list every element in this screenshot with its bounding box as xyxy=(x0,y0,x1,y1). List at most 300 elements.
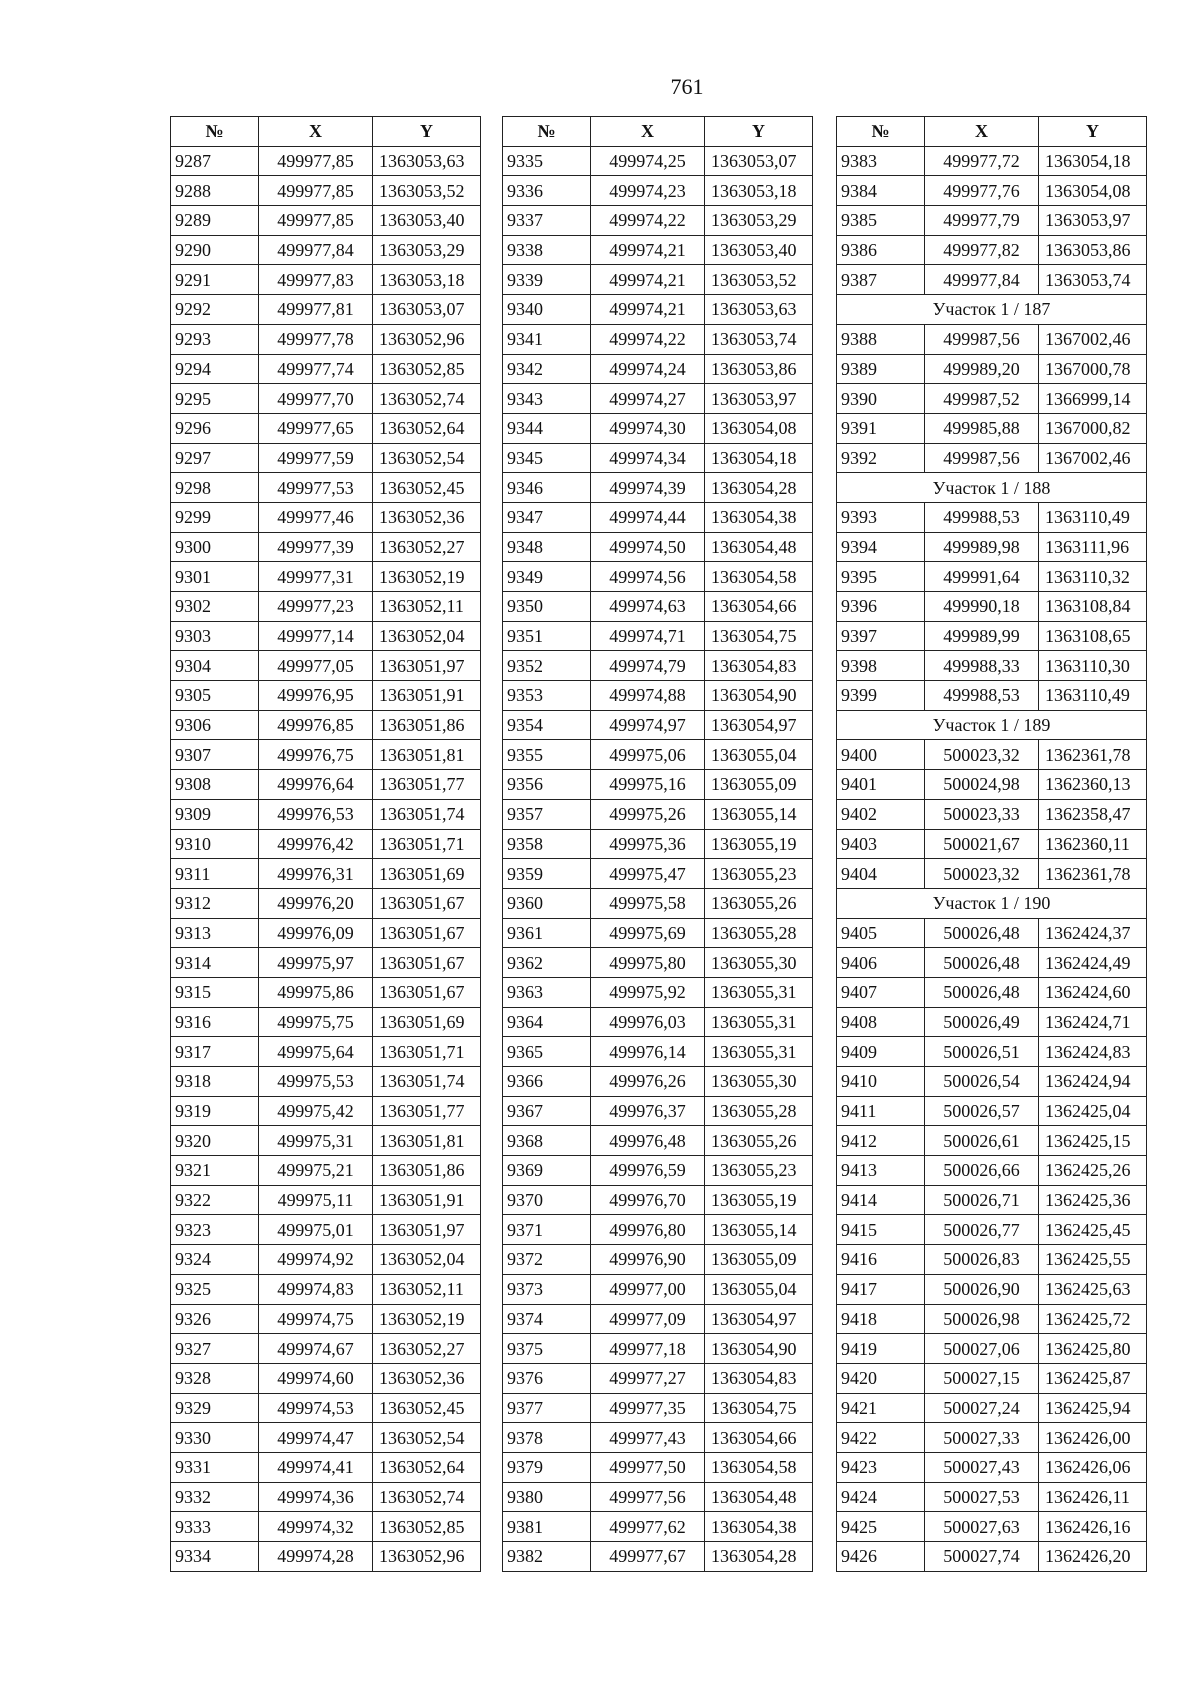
x-coordinate-cell: 499974,88 xyxy=(591,681,705,711)
x-coordinate-cell: 500026,77 xyxy=(925,1215,1039,1245)
table-row xyxy=(171,502,481,532)
y-coordinate-cell: 1363053,86 xyxy=(705,354,813,384)
table-row xyxy=(503,1304,813,1334)
y-coordinate-cell: 1363055,23 xyxy=(705,1156,813,1186)
y-coordinate-cell: 1363111,96 xyxy=(1039,532,1147,562)
table-row xyxy=(837,621,1147,651)
x-coordinate-cell: 499977,46 xyxy=(259,502,373,532)
x-coordinate-cell: 499974,92 xyxy=(259,1245,373,1275)
x-coordinate-cell: 499976,90 xyxy=(591,1245,705,1275)
point-number-cell: 9368 xyxy=(503,1126,591,1156)
point-number-cell: 9310 xyxy=(171,829,259,859)
x-coordinate-cell: 499974,25 xyxy=(591,146,705,176)
x-coordinate-cell: 500026,49 xyxy=(925,1007,1039,1037)
header-number: № xyxy=(171,117,259,147)
y-coordinate-cell: 1363054,83 xyxy=(705,1363,813,1393)
table-row xyxy=(837,1126,1147,1156)
y-coordinate-cell: 1362425,55 xyxy=(1039,1245,1147,1275)
table-row xyxy=(837,354,1147,384)
table-row xyxy=(837,1274,1147,1304)
y-coordinate-cell: 1362425,26 xyxy=(1039,1156,1147,1186)
table-row xyxy=(171,1304,481,1334)
x-coordinate-cell: 499974,39 xyxy=(591,473,705,503)
x-coordinate-cell: 500027,15 xyxy=(925,1363,1039,1393)
table-row xyxy=(171,977,481,1007)
header-x: X xyxy=(591,117,705,147)
y-coordinate-cell: 1362426,06 xyxy=(1039,1452,1147,1482)
y-coordinate-cell: 1363051,67 xyxy=(373,918,481,948)
table-row xyxy=(503,740,813,770)
x-coordinate-cell: 499976,09 xyxy=(259,918,373,948)
point-number-cell: 9289 xyxy=(171,206,259,236)
point-number-cell: 9423 xyxy=(837,1452,925,1482)
x-coordinate-cell: 499977,35 xyxy=(591,1393,705,1423)
x-coordinate-cell: 499976,42 xyxy=(259,829,373,859)
x-coordinate-cell: 499977,85 xyxy=(259,206,373,236)
x-coordinate-cell: 499976,48 xyxy=(591,1126,705,1156)
x-coordinate-cell: 499975,36 xyxy=(591,829,705,859)
y-coordinate-cell: 1362361,78 xyxy=(1039,740,1147,770)
table-row xyxy=(171,443,481,473)
table-row xyxy=(837,413,1147,443)
x-coordinate-cell: 499987,56 xyxy=(925,324,1039,354)
table-row xyxy=(503,918,813,948)
x-coordinate-cell: 499976,03 xyxy=(591,1007,705,1037)
table-row xyxy=(503,770,813,800)
y-coordinate-cell: 1363054,18 xyxy=(705,443,813,473)
point-number-cell: 9413 xyxy=(837,1156,925,1186)
x-coordinate-cell: 499977,72 xyxy=(925,146,1039,176)
y-coordinate-cell: 1363052,64 xyxy=(373,413,481,443)
x-coordinate-cell: 499977,79 xyxy=(925,206,1039,236)
x-coordinate-cell: 499974,67 xyxy=(259,1334,373,1364)
point-number-cell: 9294 xyxy=(171,354,259,384)
x-coordinate-cell: 499990,18 xyxy=(925,592,1039,622)
x-coordinate-cell: 499989,99 xyxy=(925,621,1039,651)
table-row xyxy=(171,651,481,681)
table-row xyxy=(837,443,1147,473)
point-number-cell: 9401 xyxy=(837,770,925,800)
x-coordinate-cell: 500027,33 xyxy=(925,1423,1039,1453)
x-coordinate-cell: 500026,57 xyxy=(925,1096,1039,1126)
point-number-cell: 9295 xyxy=(171,384,259,414)
table-row xyxy=(171,770,481,800)
y-coordinate-cell: 1363051,81 xyxy=(373,1126,481,1156)
y-coordinate-cell: 1363052,54 xyxy=(373,1423,481,1453)
table-row xyxy=(837,265,1147,295)
point-number-cell: 9387 xyxy=(837,265,925,295)
table-row xyxy=(503,1156,813,1186)
x-coordinate-cell: 499976,20 xyxy=(259,888,373,918)
table-row xyxy=(171,1482,481,1512)
table-header-row xyxy=(837,117,1147,147)
y-coordinate-cell: 1363051,67 xyxy=(373,948,481,978)
y-coordinate-cell: 1363053,52 xyxy=(373,176,481,206)
point-number-cell: 9308 xyxy=(171,770,259,800)
table-row xyxy=(171,592,481,622)
point-number-cell: 9333 xyxy=(171,1512,259,1542)
table-row xyxy=(503,1423,813,1453)
x-coordinate-cell: 499976,80 xyxy=(591,1215,705,1245)
y-coordinate-cell: 1363055,19 xyxy=(705,829,813,859)
point-number-cell: 9360 xyxy=(503,888,591,918)
y-coordinate-cell: 1363052,04 xyxy=(373,1245,481,1275)
point-number-cell: 9290 xyxy=(171,235,259,265)
table-row xyxy=(171,176,481,206)
x-coordinate-cell: 499974,32 xyxy=(259,1512,373,1542)
x-coordinate-cell: 500021,67 xyxy=(925,829,1039,859)
point-number-cell: 9296 xyxy=(171,413,259,443)
y-coordinate-cell: 1363053,74 xyxy=(1039,265,1147,295)
header-y: Y xyxy=(373,117,481,147)
x-coordinate-cell: 499977,05 xyxy=(259,651,373,681)
table-row xyxy=(503,948,813,978)
table-row xyxy=(171,473,481,503)
table-row xyxy=(171,562,481,592)
point-number-cell: 9335 xyxy=(503,146,591,176)
y-coordinate-cell: 1363051,71 xyxy=(373,1037,481,1067)
y-coordinate-cell: 1363054,90 xyxy=(705,681,813,711)
x-coordinate-cell: 499975,42 xyxy=(259,1096,373,1126)
table-row xyxy=(503,1512,813,1542)
table-row xyxy=(503,295,813,325)
y-coordinate-cell: 1363055,28 xyxy=(705,918,813,948)
y-coordinate-cell: 1363051,97 xyxy=(373,1215,481,1245)
table-row xyxy=(837,799,1147,829)
x-coordinate-cell: 499977,76 xyxy=(925,176,1039,206)
x-coordinate-cell: 499976,59 xyxy=(591,1156,705,1186)
table-row xyxy=(171,384,481,414)
x-coordinate-cell: 499974,24 xyxy=(591,354,705,384)
point-number-cell: 9293 xyxy=(171,324,259,354)
x-coordinate-cell: 499974,71 xyxy=(591,621,705,651)
y-coordinate-cell: 1363051,69 xyxy=(373,859,481,889)
table-row xyxy=(503,206,813,236)
y-coordinate-cell: 1363053,86 xyxy=(1039,235,1147,265)
point-number-cell: 9369 xyxy=(503,1156,591,1186)
x-coordinate-cell: 500027,43 xyxy=(925,1452,1039,1482)
table-row xyxy=(837,1334,1147,1364)
y-coordinate-cell: 1363108,65 xyxy=(1039,621,1147,651)
x-coordinate-cell: 500026,66 xyxy=(925,1156,1039,1186)
table-row xyxy=(837,206,1147,236)
y-coordinate-cell: 1363052,64 xyxy=(373,1452,481,1482)
table-row xyxy=(503,621,813,651)
point-number-cell: 9318 xyxy=(171,1067,259,1097)
table-row xyxy=(503,265,813,295)
point-number-cell: 9340 xyxy=(503,295,591,325)
point-number-cell: 9402 xyxy=(837,799,925,829)
y-coordinate-cell: 1363052,74 xyxy=(373,384,481,414)
table-row xyxy=(503,1482,813,1512)
x-coordinate-cell: 499974,21 xyxy=(591,235,705,265)
coordinates-table-2 xyxy=(502,116,813,1572)
x-coordinate-cell: 499977,70 xyxy=(259,384,373,414)
x-coordinate-cell: 499976,53 xyxy=(259,799,373,829)
point-number-cell: 9395 xyxy=(837,562,925,592)
point-number-cell: 9381 xyxy=(503,1512,591,1542)
y-coordinate-cell: 1363052,19 xyxy=(373,1304,481,1334)
y-coordinate-cell: 1363054,66 xyxy=(705,1423,813,1453)
y-coordinate-cell: 1363051,74 xyxy=(373,799,481,829)
x-coordinate-cell: 499974,83 xyxy=(259,1274,373,1304)
coordinates-table-1 xyxy=(170,116,481,1572)
table-row xyxy=(171,681,481,711)
y-coordinate-cell: 1363055,31 xyxy=(705,1037,813,1067)
table-row xyxy=(503,1067,813,1097)
table-row xyxy=(503,1185,813,1215)
y-coordinate-cell: 1363055,28 xyxy=(705,1096,813,1126)
table-row xyxy=(171,948,481,978)
table-row xyxy=(503,1274,813,1304)
x-coordinate-cell: 499977,59 xyxy=(259,443,373,473)
x-coordinate-cell: 499977,85 xyxy=(259,176,373,206)
x-coordinate-cell: 499975,53 xyxy=(259,1067,373,1097)
point-number-cell: 9411 xyxy=(837,1096,925,1126)
x-coordinate-cell: 499975,21 xyxy=(259,1156,373,1186)
section-label: Участок 1 / 187 xyxy=(837,295,1147,325)
table-row xyxy=(171,799,481,829)
y-coordinate-cell: 1363054,58 xyxy=(705,562,813,592)
y-coordinate-cell: 1363054,18 xyxy=(1039,146,1147,176)
point-number-cell: 9394 xyxy=(837,532,925,562)
y-coordinate-cell: 1363054,08 xyxy=(1039,176,1147,206)
y-coordinate-cell: 1363055,30 xyxy=(705,1067,813,1097)
x-coordinate-cell: 499977,85 xyxy=(259,146,373,176)
x-coordinate-cell: 499975,58 xyxy=(591,888,705,918)
y-coordinate-cell: 1363110,49 xyxy=(1039,502,1147,532)
x-coordinate-cell: 499974,30 xyxy=(591,413,705,443)
x-coordinate-cell: 499974,28 xyxy=(259,1542,373,1572)
point-number-cell: 9378 xyxy=(503,1423,591,1453)
y-coordinate-cell: 1363052,85 xyxy=(373,1512,481,1542)
table-row xyxy=(837,1542,1147,1572)
point-number-cell: 9298 xyxy=(171,473,259,503)
point-number-cell: 9357 xyxy=(503,799,591,829)
table-row xyxy=(837,1423,1147,1453)
table-row xyxy=(837,770,1147,800)
y-coordinate-cell: 1363052,54 xyxy=(373,443,481,473)
point-number-cell: 9377 xyxy=(503,1393,591,1423)
section-row xyxy=(837,295,1147,325)
y-coordinate-cell: 1363055,04 xyxy=(705,1274,813,1304)
y-coordinate-cell: 1362424,94 xyxy=(1039,1067,1147,1097)
point-number-cell: 9307 xyxy=(171,740,259,770)
point-number-cell: 9407 xyxy=(837,977,925,1007)
y-coordinate-cell: 1363052,96 xyxy=(373,324,481,354)
table-row xyxy=(171,1363,481,1393)
table-row xyxy=(171,1423,481,1453)
table-row xyxy=(503,562,813,592)
x-coordinate-cell: 499976,95 xyxy=(259,681,373,711)
x-coordinate-cell: 500027,53 xyxy=(925,1482,1039,1512)
point-number-cell: 9311 xyxy=(171,859,259,889)
table-row xyxy=(503,1215,813,1245)
table-row xyxy=(837,1037,1147,1067)
y-coordinate-cell: 1362425,15 xyxy=(1039,1126,1147,1156)
x-coordinate-cell: 499977,56 xyxy=(591,1482,705,1512)
x-coordinate-cell: 499976,64 xyxy=(259,770,373,800)
table-row xyxy=(837,532,1147,562)
y-coordinate-cell: 1362425,36 xyxy=(1039,1185,1147,1215)
point-number-cell: 9418 xyxy=(837,1304,925,1334)
x-coordinate-cell: 499975,11 xyxy=(259,1185,373,1215)
y-coordinate-cell: 1363053,63 xyxy=(705,295,813,325)
point-number-cell: 9370 xyxy=(503,1185,591,1215)
x-coordinate-cell: 499988,33 xyxy=(925,651,1039,681)
table-row xyxy=(837,1215,1147,1245)
x-coordinate-cell: 499977,14 xyxy=(259,621,373,651)
x-coordinate-cell: 499988,53 xyxy=(925,681,1039,711)
x-coordinate-cell: 500027,06 xyxy=(925,1334,1039,1364)
y-coordinate-cell: 1362358,47 xyxy=(1039,799,1147,829)
point-number-cell: 9408 xyxy=(837,1007,925,1037)
y-coordinate-cell: 1362424,60 xyxy=(1039,977,1147,1007)
header-y: Y xyxy=(705,117,813,147)
table-row xyxy=(503,1245,813,1275)
point-number-cell: 9351 xyxy=(503,621,591,651)
point-number-cell: 9383 xyxy=(837,146,925,176)
table-row xyxy=(171,265,481,295)
point-number-cell: 9364 xyxy=(503,1007,591,1037)
table-header-row xyxy=(503,117,813,147)
table-row xyxy=(503,888,813,918)
table-row xyxy=(171,413,481,443)
table-row xyxy=(503,829,813,859)
point-number-cell: 9397 xyxy=(837,621,925,651)
x-coordinate-cell: 499976,26 xyxy=(591,1067,705,1097)
y-coordinate-cell: 1362424,49 xyxy=(1039,948,1147,978)
table-row xyxy=(837,1185,1147,1215)
y-coordinate-cell: 1367000,82 xyxy=(1039,413,1147,443)
y-coordinate-cell: 1363053,18 xyxy=(705,176,813,206)
point-number-cell: 9382 xyxy=(503,1542,591,1572)
point-number-cell: 9426 xyxy=(837,1542,925,1572)
point-number-cell: 9301 xyxy=(171,562,259,592)
x-coordinate-cell: 499974,27 xyxy=(591,384,705,414)
point-number-cell: 9321 xyxy=(171,1156,259,1186)
table-row xyxy=(171,1274,481,1304)
table-row xyxy=(171,1096,481,1126)
y-coordinate-cell: 1363053,63 xyxy=(373,146,481,176)
x-coordinate-cell: 499975,92 xyxy=(591,977,705,1007)
table-row xyxy=(171,859,481,889)
table-row xyxy=(837,918,1147,948)
table-row xyxy=(171,710,481,740)
x-coordinate-cell: 499977,84 xyxy=(259,235,373,265)
table-row xyxy=(171,1452,481,1482)
table-row xyxy=(171,1156,481,1186)
y-coordinate-cell: 1363051,71 xyxy=(373,829,481,859)
y-coordinate-cell: 1363054,90 xyxy=(705,1334,813,1364)
table-row xyxy=(837,324,1147,354)
x-coordinate-cell: 500026,54 xyxy=(925,1067,1039,1097)
point-number-cell: 9372 xyxy=(503,1245,591,1275)
y-coordinate-cell: 1363054,97 xyxy=(705,710,813,740)
point-number-cell: 9386 xyxy=(837,235,925,265)
point-number-cell: 9405 xyxy=(837,918,925,948)
x-coordinate-cell: 499977,00 xyxy=(591,1274,705,1304)
y-coordinate-cell: 1362360,11 xyxy=(1039,829,1147,859)
table-row xyxy=(837,502,1147,532)
y-coordinate-cell: 1363110,30 xyxy=(1039,651,1147,681)
x-coordinate-cell: 499976,31 xyxy=(259,859,373,889)
y-coordinate-cell: 1362425,87 xyxy=(1039,1363,1147,1393)
x-coordinate-cell: 499974,47 xyxy=(259,1423,373,1453)
point-number-cell: 9361 xyxy=(503,918,591,948)
point-number-cell: 9337 xyxy=(503,206,591,236)
x-coordinate-cell: 499974,53 xyxy=(259,1393,373,1423)
y-coordinate-cell: 1363055,09 xyxy=(705,770,813,800)
point-number-cell: 9406 xyxy=(837,948,925,978)
point-number-cell: 9417 xyxy=(837,1274,925,1304)
table-row xyxy=(171,829,481,859)
table-row xyxy=(837,1363,1147,1393)
y-coordinate-cell: 1362426,20 xyxy=(1039,1542,1147,1572)
table-row xyxy=(837,1512,1147,1542)
x-coordinate-cell: 499974,21 xyxy=(591,265,705,295)
y-coordinate-cell: 1362426,11 xyxy=(1039,1482,1147,1512)
point-number-cell: 9341 xyxy=(503,324,591,354)
y-coordinate-cell: 1363053,29 xyxy=(373,235,481,265)
point-number-cell: 9288 xyxy=(171,176,259,206)
point-number-cell: 9403 xyxy=(837,829,925,859)
x-coordinate-cell: 499977,27 xyxy=(591,1363,705,1393)
y-coordinate-cell: 1366999,14 xyxy=(1039,384,1147,414)
x-coordinate-cell: 499977,83 xyxy=(259,265,373,295)
y-coordinate-cell: 1363052,27 xyxy=(373,1334,481,1364)
y-coordinate-cell: 1367000,78 xyxy=(1039,354,1147,384)
table-row xyxy=(503,413,813,443)
point-number-cell: 9329 xyxy=(171,1393,259,1423)
y-coordinate-cell: 1363053,07 xyxy=(705,146,813,176)
x-coordinate-cell: 500026,90 xyxy=(925,1274,1039,1304)
table-row xyxy=(503,532,813,562)
x-coordinate-cell: 499974,22 xyxy=(591,206,705,236)
x-coordinate-cell: 499974,50 xyxy=(591,532,705,562)
x-coordinate-cell: 499977,82 xyxy=(925,235,1039,265)
y-coordinate-cell: 1363055,31 xyxy=(705,977,813,1007)
table-row xyxy=(837,592,1147,622)
table-row xyxy=(171,1037,481,1067)
y-coordinate-cell: 1367002,46 xyxy=(1039,443,1147,473)
y-coordinate-cell: 1362425,94 xyxy=(1039,1393,1147,1423)
table-row xyxy=(837,1482,1147,1512)
point-number-cell: 9367 xyxy=(503,1096,591,1126)
x-coordinate-cell: 499977,39 xyxy=(259,532,373,562)
table-row xyxy=(837,562,1147,592)
point-number-cell: 9314 xyxy=(171,948,259,978)
table-row xyxy=(503,146,813,176)
x-coordinate-cell: 499989,98 xyxy=(925,532,1039,562)
x-coordinate-cell: 499976,14 xyxy=(591,1037,705,1067)
table-row xyxy=(171,1126,481,1156)
y-coordinate-cell: 1363053,40 xyxy=(705,235,813,265)
point-number-cell: 9354 xyxy=(503,710,591,740)
table-row xyxy=(837,1304,1147,1334)
point-number-cell: 9400 xyxy=(837,740,925,770)
x-coordinate-cell: 499977,84 xyxy=(925,265,1039,295)
y-coordinate-cell: 1363055,04 xyxy=(705,740,813,770)
point-number-cell: 9414 xyxy=(837,1185,925,1215)
point-number-cell: 9422 xyxy=(837,1423,925,1453)
y-coordinate-cell: 1363051,81 xyxy=(373,740,481,770)
point-number-cell: 9332 xyxy=(171,1482,259,1512)
x-coordinate-cell: 499976,75 xyxy=(259,740,373,770)
header-y: Y xyxy=(1039,117,1147,147)
y-coordinate-cell: 1362426,00 xyxy=(1039,1423,1147,1453)
y-coordinate-cell: 1363051,69 xyxy=(373,1007,481,1037)
